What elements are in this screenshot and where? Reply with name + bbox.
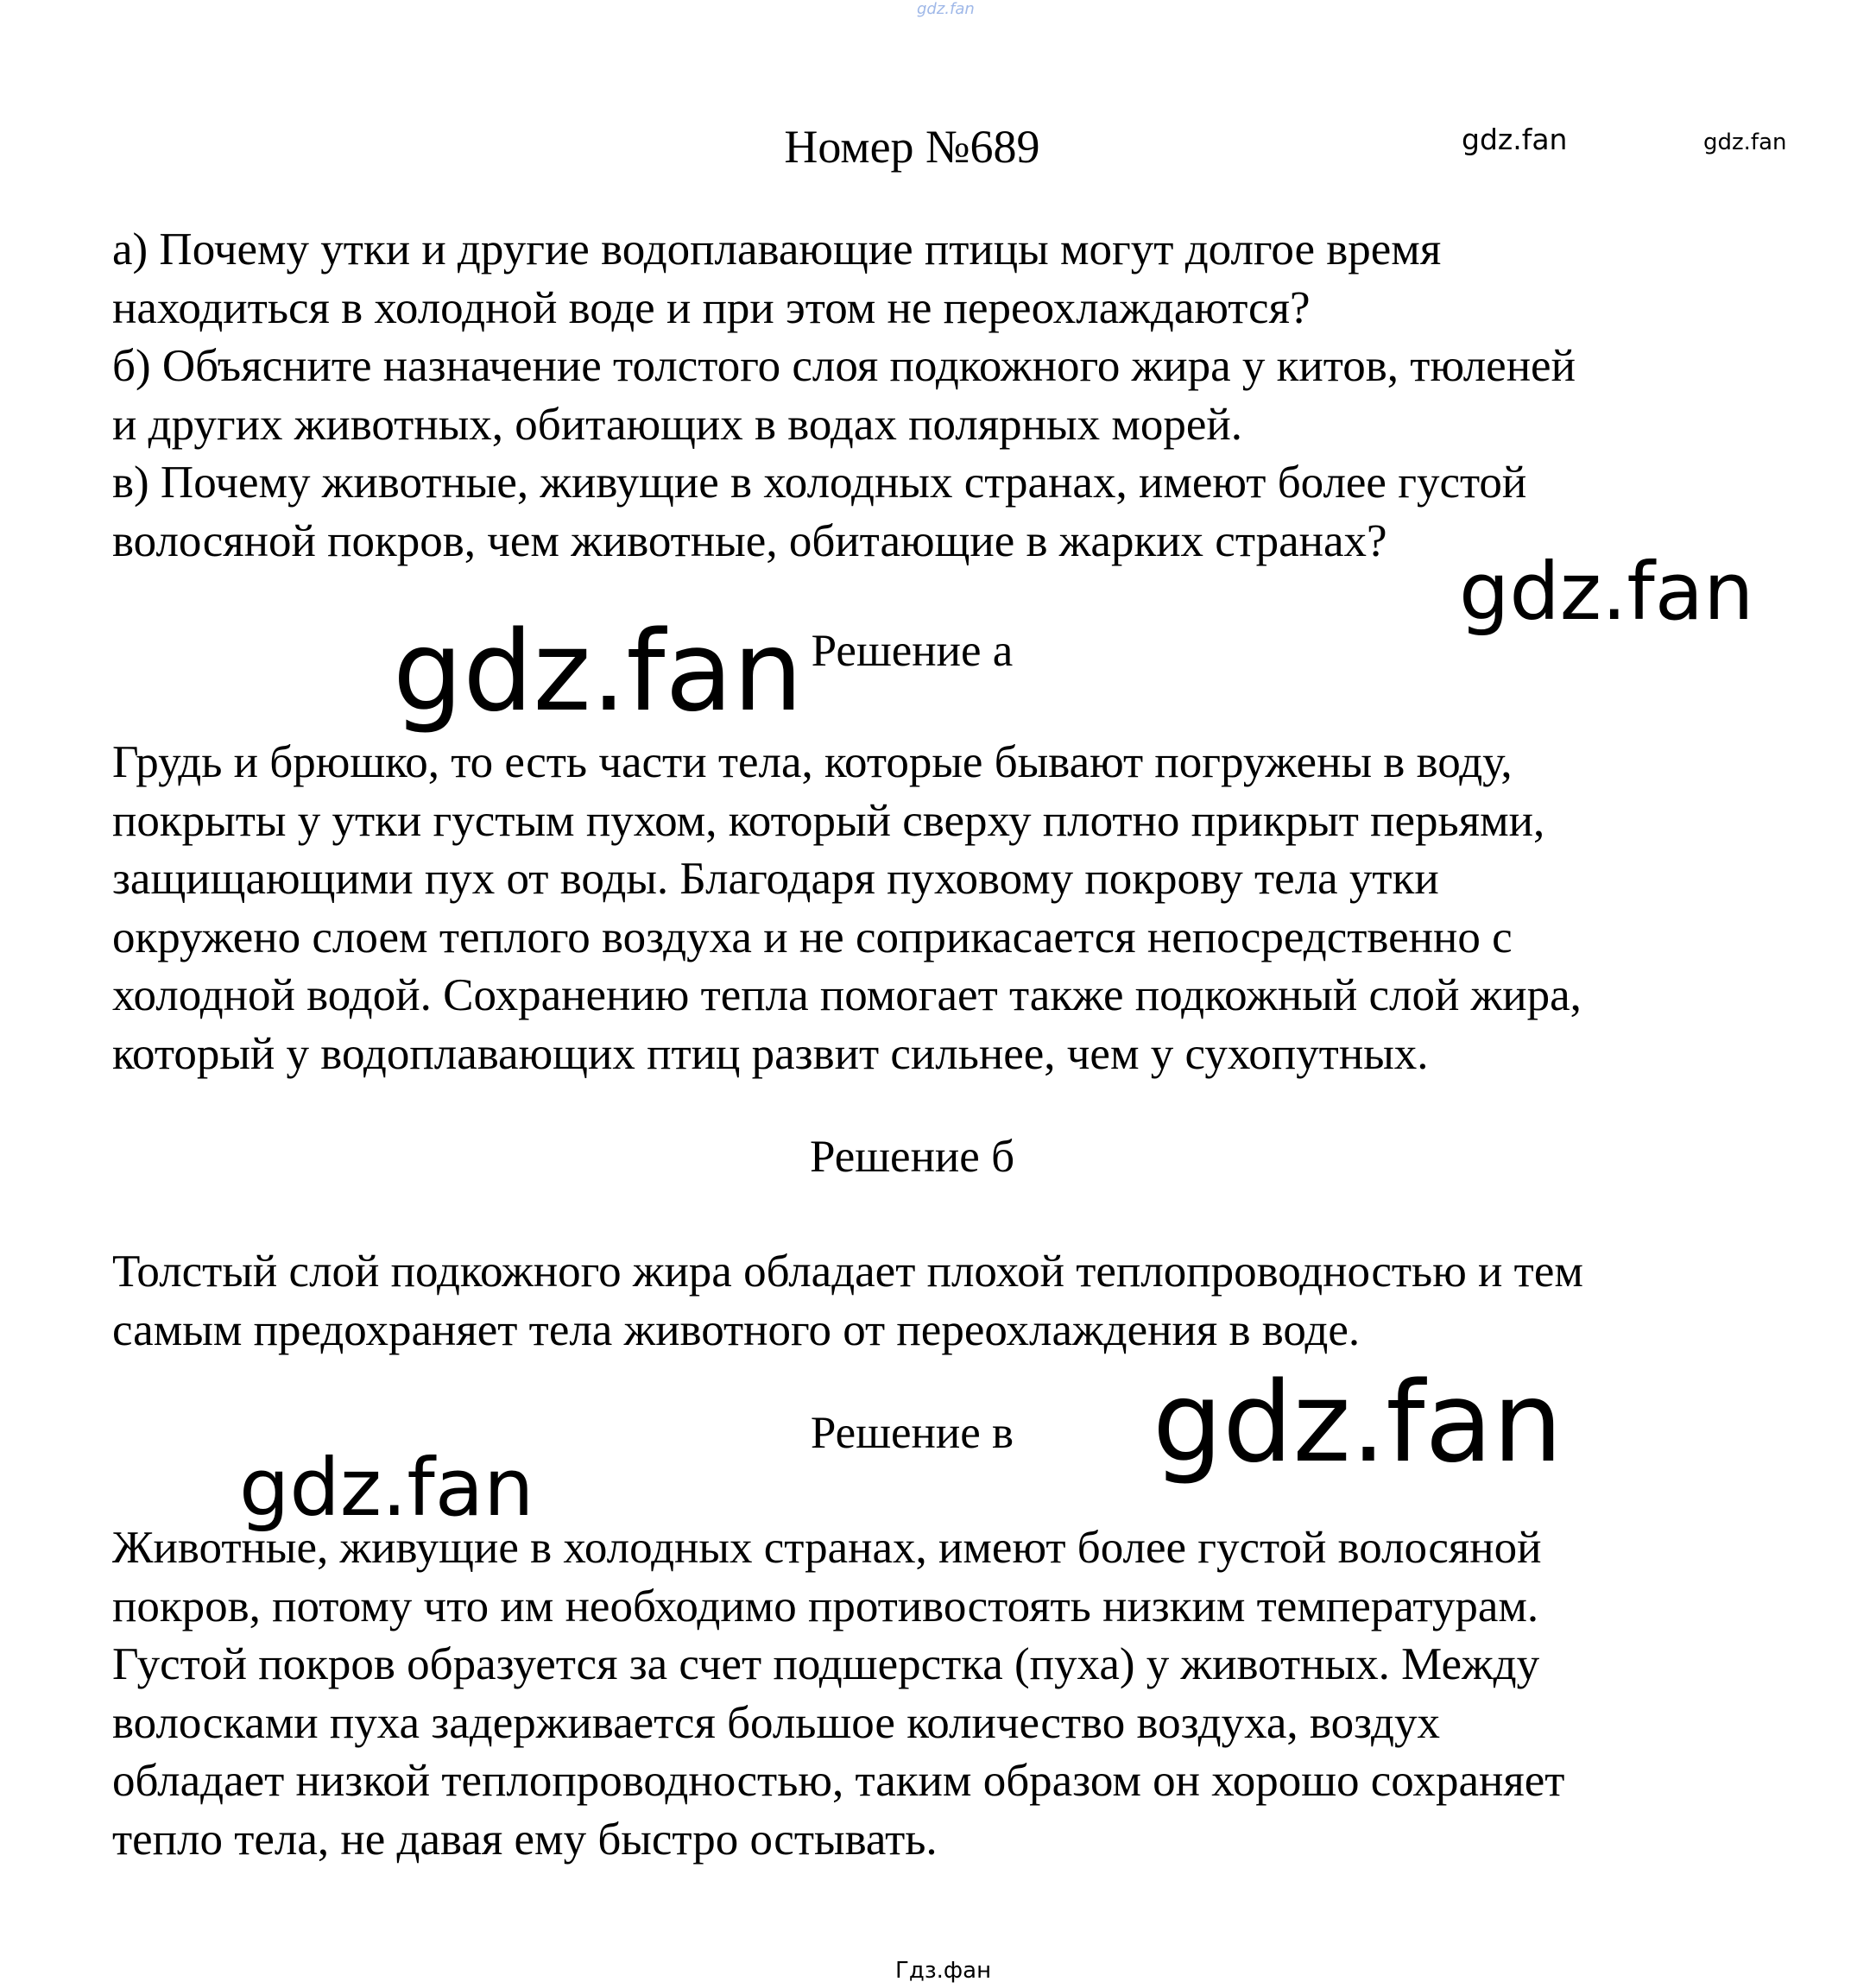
solution-c-heading: Решение в: [810, 1408, 1014, 1458]
solution-c-line: покров, потому что им необходимо противостоять низким температурам.: [112, 1581, 1539, 1631]
solution-c-line: волосками пуха задерживается большое количество воздуха, воздух: [112, 1697, 1441, 1748]
watermark-large-left: gdz.fan: [239, 1442, 534, 1534]
page-title: Номер №689: [784, 121, 1040, 173]
solution-a-line: защищающими пух от воды. Благодаря пуховому покрову тела утки: [112, 854, 1439, 904]
question-line: б) Объясните назначение толстого слоя подкожного жира у китов, тюленей: [112, 341, 1576, 391]
watermark-huge-right: gdz.fan: [1153, 1359, 1563, 1487]
question-line: в) Почему животные, живущие в холодных странах, имеют более густой: [112, 458, 1527, 508]
solution-a-line: Грудь и брюшко, то есть части тела, которые бывают погружены в воду,: [112, 737, 1513, 787]
solution-a-text: [112, 734, 1804, 1083]
watermark-footer: Гдз.фан: [895, 1958, 992, 1984]
question-line: и других животных, обитающих в водах полярных морей.: [112, 399, 1243, 450]
watermark-top: gdz.fan: [917, 0, 975, 18]
solution-a-line: покрыты у утки густым пухом, который сверху плотно прикрыт перьями,: [112, 795, 1545, 846]
question-text: [112, 221, 1804, 571]
solution-c-line: Животные, живущие в холодных странах, имеют более густой волосяной: [112, 1523, 1542, 1573]
solution-c-line: тепло тела, не давая ему быстро остывать.: [112, 1814, 938, 1865]
solution-a-line: который у водоплавающих птиц развит сильнее, чем у сухопутных.: [112, 1028, 1429, 1079]
question-line: находиться в холодной воде и при этом не переохлаждаются?: [112, 282, 1311, 333]
solution-c-line: Густой покров образуется за счет подшерстка (пуха) у животных. Между: [112, 1639, 1540, 1689]
watermark-header-right: gdz.fan: [1703, 129, 1787, 155]
question-line: волосяной покров, чем животные, обитающие в жарких странах?: [112, 515, 1387, 566]
solution-b-text: [112, 1243, 1804, 1360]
solution-a-line: окружено слоем теплого воздуха и не соприкасается непосредственно с: [112, 912, 1513, 962]
solution-b-line: самым предохраняет тела животного от переохлаждения в воде.: [112, 1304, 1361, 1355]
solution-c-line: обладает низкой теплопроводностью, таким образом он хорошо сохраняет: [112, 1756, 1565, 1806]
watermark-large-right: gdz.fan: [1459, 546, 1754, 638]
solution-a-line: холодной водой. Сохранению тепла помогает также подкожный слой жира,: [112, 970, 1582, 1020]
question-line: а) Почему утки и другие водоплавающие птицы могут долгое время: [112, 224, 1442, 275]
solution-b-heading: Решение б: [809, 1132, 1015, 1182]
watermark-huge-left: gdz.fan: [393, 608, 803, 736]
watermark-header-mid: gdz.fan: [1462, 123, 1568, 156]
solution-c-text: [112, 1519, 1804, 1869]
solution-b-line: Толстый слой подкожного жира обладает плохой теплопроводностью и тем: [112, 1246, 1583, 1297]
solution-a-heading: Решение а: [811, 626, 1014, 676]
